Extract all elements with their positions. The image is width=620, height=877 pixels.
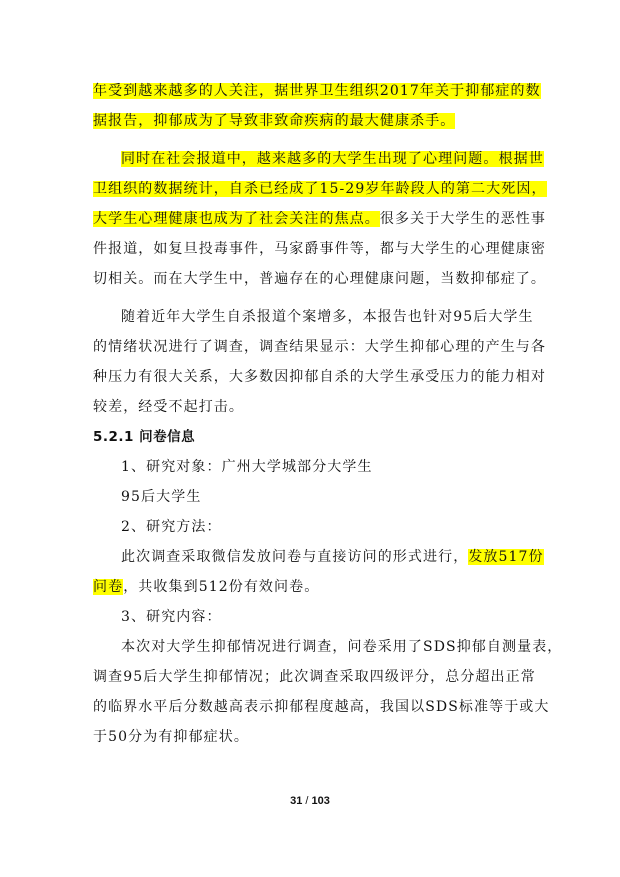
paragraph-2-line-3 <box>93 204 547 234</box>
paragraph-2-line-1 <box>93 144 544 174</box>
highlighted-text: 发放517份 <box>468 549 544 565</box>
total-page-count: 103 <box>311 795 330 807</box>
body-text: 较差，经受不起打击。 <box>93 399 244 415</box>
item-content-line-2: 调查95后大学生抑郁情况；此次调查采取四级评分，总分超出正常 <box>93 669 536 685</box>
paragraph-1-line-1 <box>93 76 541 106</box>
paragraph-3-line-1 <box>93 302 533 332</box>
highlighted-text: 大学生心理健康也成为了社会关注的焦点。 <box>93 211 380 227</box>
highlighted-text: 问卷 <box>93 579 124 595</box>
paragraph-2-line-5 <box>93 264 546 294</box>
body-text: 随着近年大学生自杀报道个案增多，本报告也针对95后大学生 <box>121 309 534 325</box>
body-text: 切相关。而在大学生中，普遍存在的心理健康问题，当数抑郁症了。 <box>93 271 546 287</box>
item-method-line-1 <box>93 542 544 572</box>
item-research-subject-value: 95后大学生 <box>121 489 202 505</box>
item-method-line-2 <box>93 572 533 602</box>
item-research-method: 2、研究方法： <box>121 519 222 535</box>
highlighted-text: 同时在社会报道中，越来越多的大学生出现了心理问题。根据世 <box>121 151 544 167</box>
body-text: 件报道，如复旦投毒事件，马家爵事件等，都与大学生的心理健康密 <box>93 241 546 257</box>
item-content-line-1: 本次对大学生抑郁情况进行调查，问卷采用了SDS抑郁自测量表， <box>121 639 563 655</box>
current-page-number: 31 <box>290 795 303 807</box>
page-separator: / <box>305 795 309 807</box>
page-number <box>0 795 620 807</box>
body-text: 的情绪状况进行了调查，调查结果显示：大学生抑郁心理的产生与各 <box>93 339 546 355</box>
highlighted-text: 卫组织的数据统计，自杀已经成了15-29岁年龄段人的第二大死因， <box>93 181 547 197</box>
body-text: ，共收集到512份有效问卷。 <box>123 579 320 595</box>
item-content-line-3: 的临界水平后分数越高表示抑郁程度越高，我国以SDS标准等于或大 <box>93 699 550 715</box>
page-body <box>93 76 563 752</box>
paragraph-2-line-2 <box>93 174 547 204</box>
body-text: 很多关于大学生的恶性事 <box>379 211 547 227</box>
paragraph-2-line-4 <box>93 234 546 264</box>
section-heading: 5.2.1 问卷信息 <box>93 429 196 445</box>
paragraph-3-line-3 <box>93 362 546 392</box>
item-research-subject: 1、研究对象：广州大学城部分大学生 <box>121 459 373 475</box>
item-research-content: 3、研究内容： <box>121 609 222 625</box>
highlighted-text: 据报告，抑郁成为了导致非致命疾病的最大健康杀手。 <box>93 113 456 129</box>
body-text: 此次调查采取微信发放问卷与直接访问的形式进行， <box>121 549 469 565</box>
item-content-line-4: 于50分为有抑郁症状。 <box>93 729 249 745</box>
paragraph-1-line-2 <box>93 106 533 136</box>
body-text: 种压力有很大关系，大多数因抑郁自杀的大学生承受压力的能力相对 <box>93 369 546 385</box>
highlighted-text: 年受到越来越多的人关注，据世界卫生组织2017年关于抑郁症的数 <box>93 83 541 99</box>
paragraph-3-line-4 <box>93 392 533 422</box>
paragraph-3-line-2 <box>93 332 546 362</box>
